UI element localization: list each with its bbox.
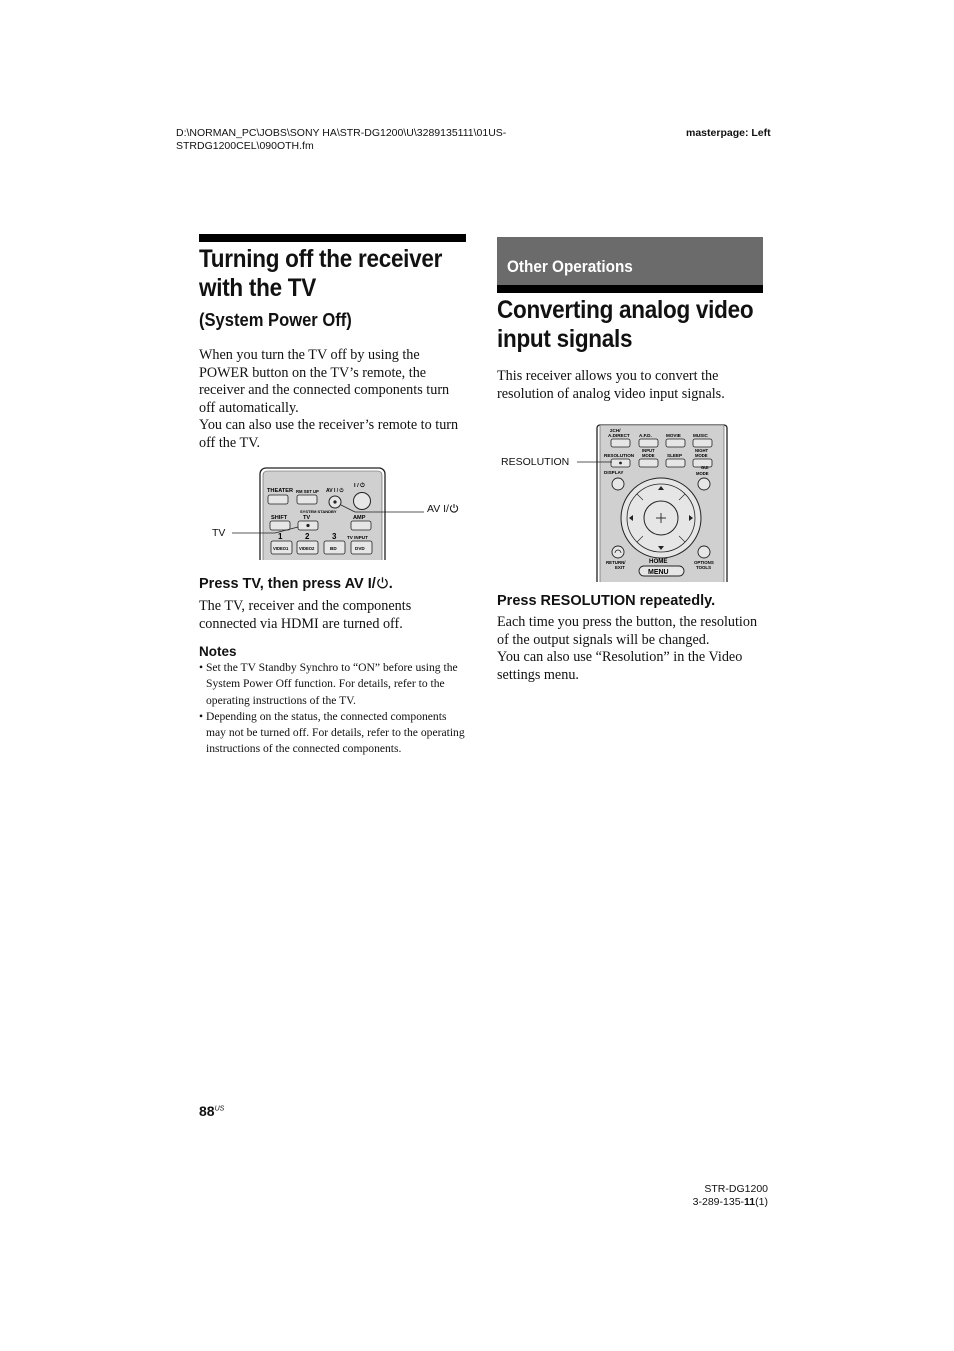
afd-button[interactable] xyxy=(639,439,658,447)
left-title-line1: Turning off the receiver xyxy=(199,245,443,273)
resolution-label: RESOLUTION xyxy=(604,453,635,458)
section-banner-title: Other Operations xyxy=(507,257,633,276)
return-label-1: RETURN/ xyxy=(606,560,626,565)
bd-label: BD xyxy=(330,546,337,551)
night-mode-label-2: MODE xyxy=(695,453,708,458)
system-standby-label: SYSTEM STANDBY xyxy=(300,509,337,514)
power-button[interactable] xyxy=(354,493,371,510)
left-step-instruction: Press TV, then press AV I/ . xyxy=(199,576,393,592)
note-item: • Depending on the status, the connected components may not be turned off. For details, refer to the operating instructions of the connected components. xyxy=(199,709,465,756)
video1-label: VIDEO1 xyxy=(273,546,289,551)
left-title-line2: with the TV xyxy=(199,274,317,302)
sleep-button[interactable] xyxy=(666,459,685,467)
right-title xyxy=(497,296,817,354)
callout-av-power xyxy=(427,503,459,515)
night-mode-label-1: NIGHT xyxy=(695,448,709,453)
return-label-2: EXIT xyxy=(615,565,625,570)
right-title-line2: input signals xyxy=(497,325,633,353)
notes-heading: Notes xyxy=(199,644,237,659)
menu-label: MENU xyxy=(648,569,669,576)
movie-button[interactable] xyxy=(666,439,685,447)
power-label: I / ⏻ xyxy=(354,483,365,489)
callout-tv: TV xyxy=(212,527,226,539)
ch2-adirect-button[interactable] xyxy=(611,439,630,447)
right-result-para1: Each time you press the button, the resolution of the output signals will be changed. xyxy=(497,614,758,648)
power-icon xyxy=(449,503,459,513)
input-mode-label-1: INPUT xyxy=(642,448,655,453)
shift-label: SHIFT xyxy=(271,515,288,521)
number-3-label: 3 xyxy=(332,532,337,541)
gui-mode-label-2: MODE xyxy=(696,471,709,476)
options-label-2: TOOLS xyxy=(696,565,712,570)
display-button[interactable] xyxy=(612,478,624,490)
right-result-para2: You can also use “Resolution” in the Video settings menu. xyxy=(497,649,743,683)
ch2-label-1: 2CH/ xyxy=(610,428,621,433)
note-item: • Set the TV Standby Synchro to “ON” before using the System Power Off function. For details, refer to the operating instructions of the TV. xyxy=(199,661,458,707)
part-number xyxy=(686,1196,768,1209)
callout-resolution: RESOLUTION xyxy=(501,456,570,468)
remote-figure-resolution xyxy=(575,422,735,582)
number-2-label: 2 xyxy=(305,532,310,541)
gui-mode-label-1: GUI xyxy=(701,465,709,470)
part-number-suffix: (1) xyxy=(755,1195,768,1208)
afd-label: A.F.D. xyxy=(639,433,652,438)
return-button[interactable] xyxy=(612,546,624,558)
left-intro-para1: When you turn the TV off by using the POWER button on the TV’s remote, the receiver and the connected components turn off automatically. xyxy=(199,347,450,416)
input-mode-button[interactable] xyxy=(639,459,658,467)
rm-setup-button[interactable] xyxy=(297,495,317,504)
tv-input-label: TV INPUT xyxy=(347,535,368,540)
model-code xyxy=(686,1183,768,1208)
part-number-version: 11 xyxy=(744,1195,756,1208)
right-step-result xyxy=(497,614,765,684)
part-number-prefix: 3-289-135- xyxy=(692,1195,745,1208)
left-subtitle: (System Power Off) xyxy=(199,310,352,330)
shift-button[interactable] xyxy=(270,521,290,530)
power-symbol-icon xyxy=(376,576,389,589)
section-banner-rule xyxy=(497,285,763,293)
right-step-instruction: Press RESOLUTION repeatedly. xyxy=(497,593,716,609)
callout-av-power-text: AV I/ xyxy=(427,503,449,515)
right-intro: This receiver allows you to convert the resolution of analog video input signals. xyxy=(497,368,725,402)
video2-label: VIDEO2 xyxy=(299,546,315,551)
options-button[interactable] xyxy=(698,546,710,558)
dvd-label: DVD xyxy=(355,546,365,551)
left-title xyxy=(199,245,499,303)
tv-label: TV xyxy=(303,515,311,521)
music-label: MUSIC xyxy=(693,433,708,438)
amp-button[interactable] xyxy=(351,521,371,530)
number-1-label: 1 xyxy=(278,532,283,541)
left-step-text: Press TV, then press AV I/ xyxy=(199,576,376,592)
left-intro xyxy=(199,347,467,453)
theater-button[interactable] xyxy=(268,495,288,504)
right-title-line1: Converting analog video xyxy=(497,296,754,324)
input-mode-label-2: MODE xyxy=(642,453,655,458)
left-step-result: The TV, receiver and the components connected via HDMI are turned off. xyxy=(199,598,412,632)
page-number-suffix: US xyxy=(214,1105,225,1113)
file-path-header: D:\NORMAN_PC\JOBS\SONY HA\STR-DG1200\U\3289135111\01US- STRDG1200CEL\090OTH.fm xyxy=(176,127,507,152)
masterpage-label: masterpage: Left xyxy=(686,127,771,139)
rm-setup-label: RM SET UP xyxy=(296,489,319,494)
notes-list xyxy=(199,660,467,758)
options-label-1: OPTIONS xyxy=(694,560,714,565)
page-number xyxy=(199,1103,224,1119)
display-label: DISPLAY xyxy=(604,470,624,475)
sleep-label: SLEEP xyxy=(667,453,683,458)
ch2-label-2: A.DIRECT xyxy=(608,433,630,438)
home-label: HOME xyxy=(649,558,668,565)
music-button[interactable] xyxy=(693,439,712,447)
amp-label: AMP xyxy=(353,515,366,521)
page-number-value: 88 xyxy=(199,1103,215,1119)
section-rule-left xyxy=(199,234,466,242)
model-name: STR-DG1200 xyxy=(704,1183,768,1195)
av-power-label: AV I / ⏻ xyxy=(326,488,344,494)
theater-label: THEATER xyxy=(267,488,293,494)
gui-mode-button[interactable] xyxy=(698,478,710,490)
left-intro-para2: You can also use the receiver’s remote to turn off the TV. xyxy=(199,417,459,451)
movie-label: MOVIE xyxy=(666,433,681,438)
